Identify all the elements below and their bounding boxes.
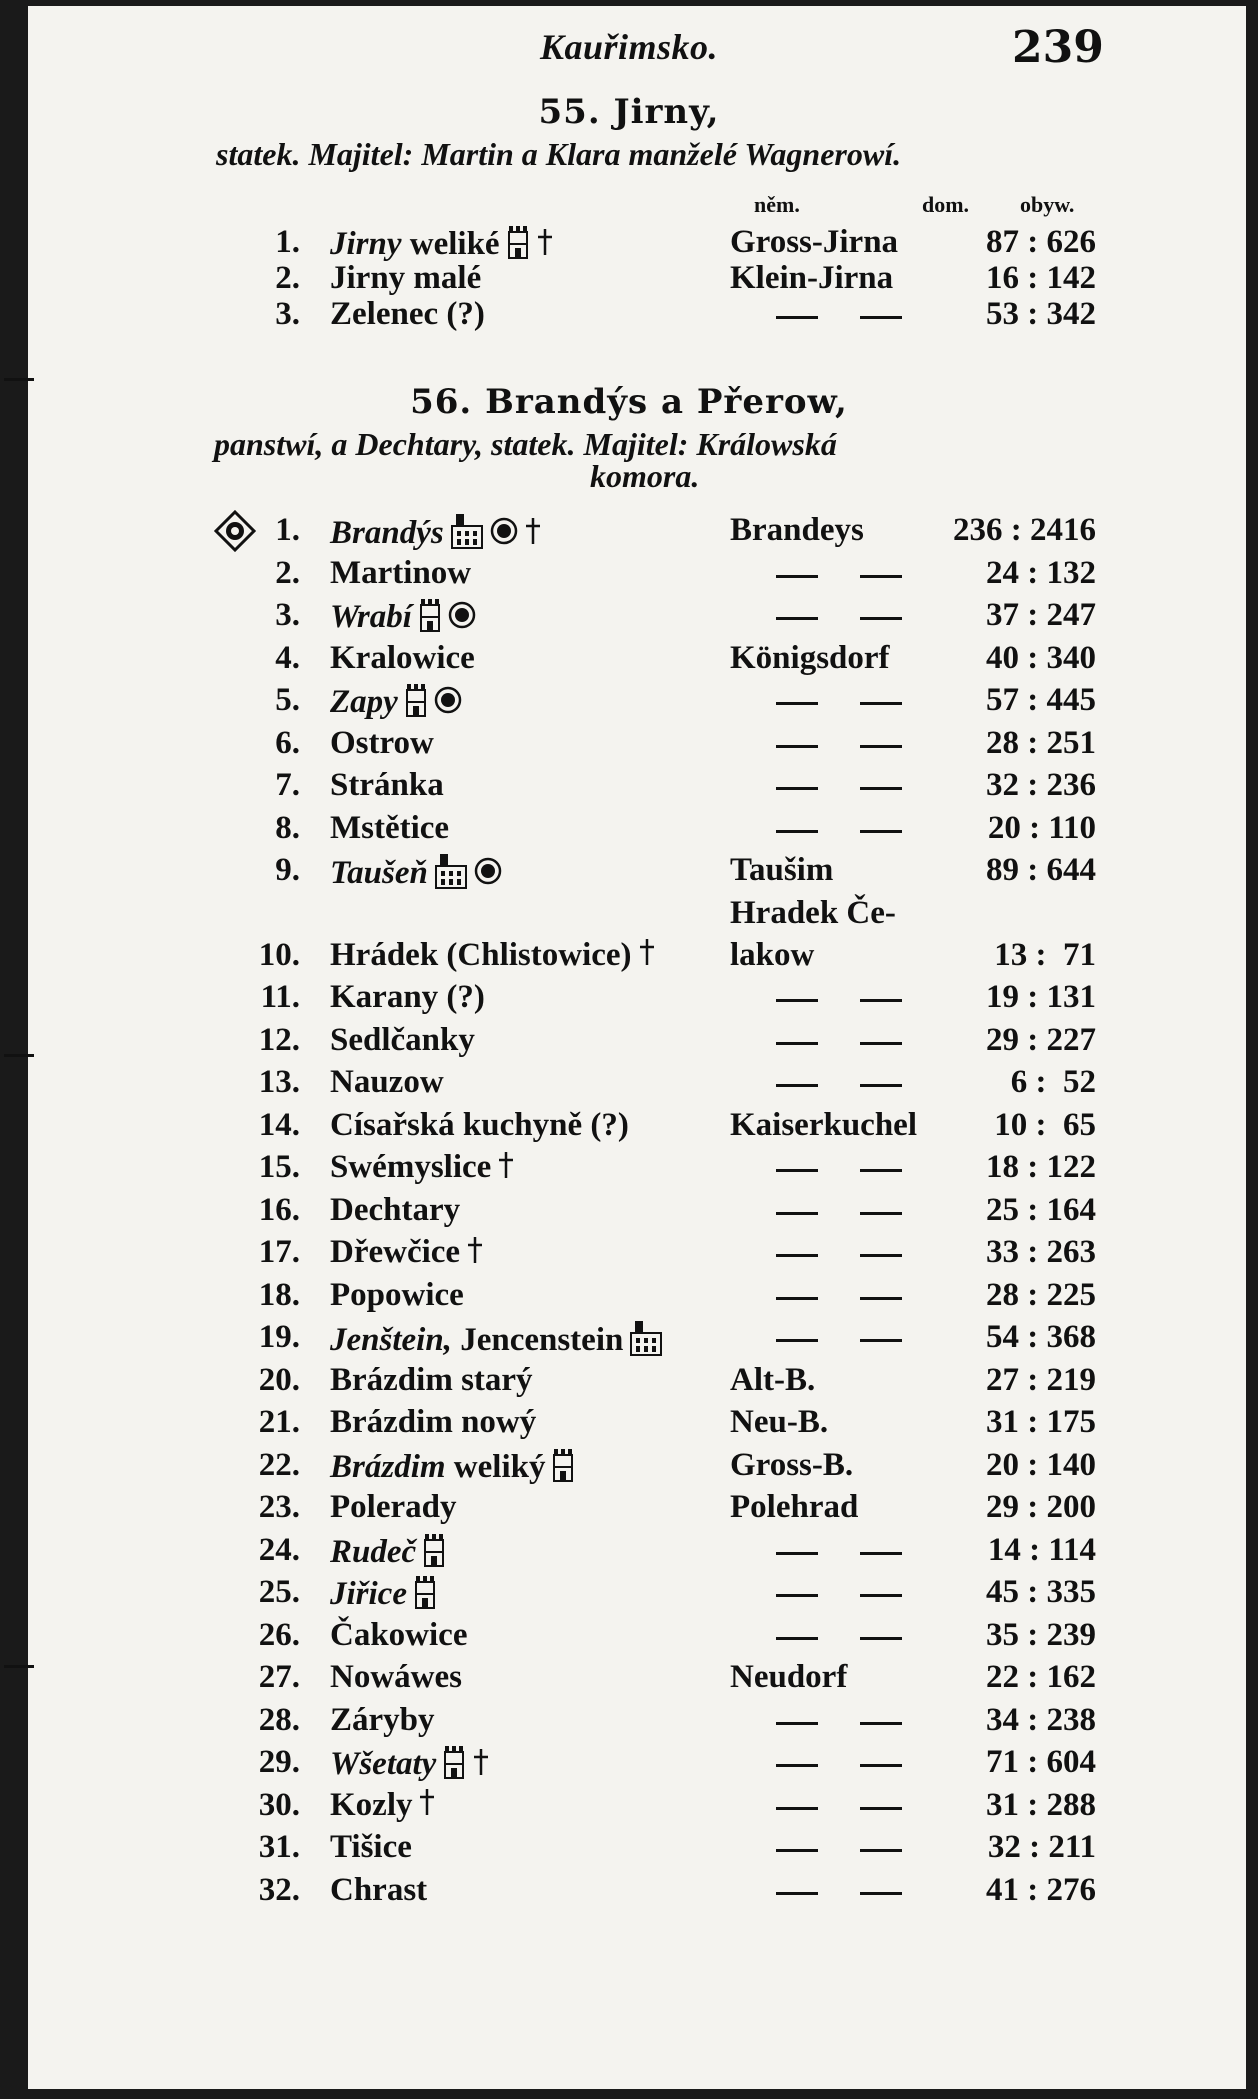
place-name-main: Kralowice [330, 639, 475, 676]
item-number: 11. [260, 979, 300, 1015]
houses-inhabitants-count: 22 : 162 [986, 1659, 1096, 1695]
german-name: Polehrad [730, 1489, 859, 1525]
ditto-dash [776, 1552, 818, 1555]
ditto-dash [776, 575, 818, 578]
place-name-main: Nowáwes [330, 1659, 462, 1695]
place-name-main: Dechtary [330, 1191, 461, 1228]
office-seal-icon [434, 686, 462, 723]
item-number: 12. [258, 1021, 300, 1058]
item-number: 5. [275, 682, 300, 718]
list-item [0, 512, 1258, 554]
ditto-dash [860, 1297, 902, 1300]
ditto-dash [860, 1212, 902, 1215]
place-name-main: Jiřice [330, 1576, 407, 1613]
ditto-dash [776, 1169, 818, 1172]
place-name-main: Taušeň [330, 855, 428, 892]
houses-inhabitants-count: 71 : 604 [986, 1744, 1096, 1780]
houses-inhabitants-count: 20 : 110 [987, 809, 1096, 846]
place-name-main: Císařská kuchyně (?) [330, 1106, 629, 1143]
item-number: 7. [275, 767, 300, 803]
ditto-dash [776, 830, 818, 833]
item-number: 25. [258, 1574, 300, 1610]
item-number: 27. [258, 1659, 300, 1695]
column-header-houses: dom. [922, 192, 970, 217]
place-name-main: Čakowice [330, 1616, 468, 1653]
houses-inhabitants-count: 24 : 132 [986, 554, 1096, 591]
item-number: 18. [258, 1276, 300, 1313]
place-name [330, 1744, 490, 1789]
chateau-icon [450, 512, 484, 559]
list-item [0, 1234, 1258, 1276]
ditto-dash [776, 1764, 818, 1767]
place-name [330, 1659, 462, 1696]
ditto-dash [860, 1552, 902, 1555]
office-seal-icon [474, 857, 502, 894]
list-item [0, 1787, 1258, 1829]
place-name [330, 1149, 515, 1189]
ditto-dash [776, 617, 818, 620]
houses-inhabitants-count: 20 : 140 [986, 1446, 1096, 1483]
ditto-dash [860, 1254, 902, 1257]
place-name [330, 260, 481, 297]
ditto-dash [776, 1339, 818, 1342]
houses-inhabitants-count: 34 : 238 [986, 1701, 1096, 1738]
place-name-main: Dřewčice [330, 1234, 461, 1270]
houses-inhabitants-count: 41 : 276 [986, 1871, 1096, 1908]
item-number: 23. [258, 1489, 300, 1525]
houses-inhabitants-count: 236 : 2416 [953, 512, 1096, 548]
item-number: 29. [258, 1744, 300, 1780]
ditto-dash [776, 1594, 818, 1597]
german-name: Königsdorf [730, 639, 890, 676]
german-name: Hradek Če- [730, 894, 896, 931]
ditto-dash [860, 1339, 902, 1342]
item-number: 19. [258, 1319, 300, 1355]
item-number: 24. [258, 1531, 300, 1568]
item-number: 26. [258, 1616, 300, 1653]
place-name-main: Swémyslice [330, 1149, 492, 1185]
place-name-main: Jirny malé [330, 260, 482, 296]
list-item [0, 1362, 1258, 1404]
list-item [0, 640, 1258, 682]
houses-inhabitants-count: 37 : 247 [986, 597, 1096, 633]
place-name-main: Wšetaty [330, 1746, 437, 1783]
place-name-main: Kozly [330, 1786, 413, 1823]
place-name-main: Ostrow [330, 724, 434, 761]
item-number: 3. [275, 597, 300, 633]
place-name [330, 1617, 467, 1654]
place-name-main: Brandýs [330, 515, 444, 552]
place-name-main: Zelenec (?) [330, 296, 485, 332]
castle-icon [551, 1447, 575, 1492]
place-name [330, 1447, 575, 1492]
place-name [330, 1362, 533, 1399]
ditto-dash [860, 830, 902, 833]
ditto-dash [860, 1892, 902, 1895]
german-name: Neu-B. [730, 1404, 829, 1440]
item-number: 32. [258, 1871, 300, 1908]
houses-inhabitants-count: 18 : 122 [986, 1149, 1096, 1185]
ditto-dash [860, 316, 902, 319]
ditto-dash [776, 1254, 818, 1257]
place-name [330, 852, 502, 899]
list-item [0, 1192, 1258, 1234]
place-name [330, 1787, 436, 1827]
ditto-dash [860, 745, 902, 748]
place-name-main: Brázdim nowý [330, 1404, 537, 1440]
list-item [0, 937, 1258, 979]
item-number: 4. [275, 639, 300, 676]
place-name-main: Martinow [330, 554, 472, 591]
church-cross-icon [524, 516, 542, 555]
place-name [330, 640, 475, 677]
castle-icon [422, 1532, 446, 1577]
ditto-dash [776, 787, 818, 790]
place-name [330, 979, 485, 1016]
list-item [0, 1022, 1258, 1064]
houses-inhabitants-count: 54 : 368 [986, 1319, 1096, 1355]
list-item [0, 1107, 1258, 1149]
castle-icon [404, 682, 428, 727]
ditto-dash [860, 1084, 902, 1087]
houses-inhabitants-count: 45 : 335 [986, 1574, 1096, 1610]
item-number: 1. [275, 512, 300, 548]
item-number: 31. [258, 1829, 300, 1865]
list-item [0, 1447, 1258, 1489]
place-name-main: Wrabí [330, 599, 412, 636]
place-name [330, 1829, 412, 1866]
list-item [0, 1702, 1258, 1744]
list-item [0, 1404, 1258, 1446]
place-name-main: Rudeč [330, 1533, 417, 1570]
houses-inhabitants-count: 29 : 227 [986, 1021, 1096, 1058]
column-header-german: něm. [754, 192, 800, 217]
list-item [0, 1574, 1258, 1616]
castle-icon [413, 1574, 437, 1619]
place-name-suffix: weliký [445, 1448, 546, 1485]
houses-inhabitants-count: 31 : 288 [986, 1786, 1096, 1823]
item-number: 13. [258, 1064, 300, 1100]
place-name [330, 1702, 435, 1739]
german-name: Taušim [730, 852, 834, 888]
section-55-heading: 55. Jirny, [538, 92, 720, 132]
ditto-dash [776, 1084, 818, 1087]
item-number: 6. [275, 724, 300, 761]
running-header-title: Kauřimsko. [539, 27, 719, 67]
list-item [0, 1489, 1258, 1531]
place-name [330, 1319, 663, 1366]
german-name: Alt-B. [730, 1361, 816, 1398]
ditto-dash [860, 1764, 902, 1767]
place-name [330, 296, 485, 333]
houses-inhabitants-count: 28 : 251 [986, 724, 1096, 761]
place-name [330, 725, 434, 762]
list-item [0, 597, 1258, 639]
castle-icon [442, 1744, 466, 1789]
place-name-main: Nauzow [330, 1064, 444, 1100]
german-name: Neudorf [730, 1659, 848, 1695]
place-name [330, 1234, 484, 1274]
german-name: Gross-Jirna [730, 224, 899, 260]
list-item [0, 682, 1258, 724]
list-item [0, 1617, 1258, 1659]
ditto-dash [860, 1849, 902, 1852]
office-seal-icon [448, 601, 476, 638]
item-number: 17. [258, 1234, 300, 1270]
item-number: 14. [258, 1106, 300, 1143]
list-item [0, 1532, 1258, 1574]
place-name-main: Tišice [330, 1829, 412, 1865]
houses-inhabitants-count: 14 : 114 [987, 1531, 1096, 1568]
place-name [330, 597, 476, 642]
ditto-dash [860, 1807, 902, 1810]
item-number: 3. [275, 296, 300, 332]
place-name-main: Polerady [330, 1489, 457, 1525]
item-number: 10. [258, 936, 300, 973]
ditto-dash [776, 1297, 818, 1300]
german-name-continuation-row [0, 895, 1258, 937]
place-name [330, 1277, 464, 1314]
ditto-dash [776, 1849, 818, 1852]
church-cross-icon [638, 937, 656, 976]
place-name [330, 1064, 444, 1101]
houses-inhabitants-count: 35 : 239 [986, 1616, 1096, 1653]
houses-inhabitants-count: 25 : 164 [986, 1191, 1096, 1228]
place-name [330, 1489, 456, 1526]
german-name: Kaiserkuchel [730, 1106, 917, 1143]
ditto-dash [776, 1722, 818, 1725]
castle-icon [418, 597, 442, 642]
ditto-dash [776, 1212, 818, 1215]
item-number: 20. [258, 1361, 300, 1398]
place-name [330, 810, 449, 847]
column-header-inhabitants: obyw. [1020, 192, 1075, 217]
item-number: 8. [275, 809, 300, 846]
houses-inhabitants-count: 28 : 225 [986, 1276, 1096, 1313]
houses-inhabitants-count: 16 : 142 [986, 260, 1096, 296]
houses-inhabitants-count: 27 : 219 [986, 1361, 1096, 1398]
place-name [330, 1107, 629, 1144]
houses-inhabitants-count: 32 : 236 [986, 767, 1096, 803]
chateau-icon [434, 852, 468, 899]
place-name-main: Hrádek (Chlistowice) [330, 936, 632, 973]
place-name-main: Stránka [330, 767, 444, 803]
houses-inhabitants-count: 31 : 175 [986, 1404, 1096, 1440]
houses-inhabitants-count: 33 : 263 [986, 1234, 1096, 1270]
place-name-main: Brázdim [330, 1448, 446, 1485]
list-item [0, 1744, 1258, 1786]
ditto-dash [776, 745, 818, 748]
ditto-dash [776, 316, 818, 319]
ditto-dash [860, 1042, 902, 1045]
list-item [0, 1149, 1258, 1191]
section-56-info-line1: panstwí, a Dechtary, statek. Majitel: Králowská [214, 426, 837, 462]
place-name [330, 767, 444, 804]
houses-inhabitants-count: 89 : 644 [986, 852, 1096, 888]
place-name [330, 1404, 536, 1441]
houses-inhabitants-count: 6 : 52 [1010, 1064, 1096, 1100]
page-number: 239 [1012, 22, 1104, 73]
item-number: 16. [258, 1191, 300, 1228]
place-name [330, 1192, 460, 1229]
place-name-main: Karany (?) [330, 979, 485, 1015]
ditto-dash [860, 1722, 902, 1725]
place-name [330, 1574, 437, 1619]
houses-inhabitants-count: 57 : 445 [986, 682, 1096, 718]
place-name-main: Sedlčanky [330, 1021, 475, 1058]
item-number: 9. [275, 852, 300, 888]
list-item [0, 1829, 1258, 1871]
german-name: Brandeys [730, 512, 864, 548]
list-item [0, 1064, 1258, 1106]
list-item [0, 979, 1258, 1021]
ditto-dash [860, 1169, 902, 1172]
item-number: 22. [258, 1446, 300, 1483]
church-cross-icon [472, 1747, 490, 1786]
section-55-info: statek. Majitel: Martin a Klara manželé Wagnerowí. [216, 136, 902, 172]
place-name-main: Jirny [330, 226, 402, 263]
ditto-dash [776, 1637, 818, 1640]
houses-inhabitants-count: 87 : 626 [986, 224, 1096, 260]
list-item [0, 296, 1258, 338]
place-name-main: Popowice [330, 1276, 464, 1313]
place-name [330, 1872, 427, 1909]
place-name-main: Brázdim starý [330, 1361, 533, 1398]
ditto-dash [776, 1807, 818, 1810]
place-name [330, 1532, 446, 1577]
list-item [0, 1319, 1258, 1361]
church-cross-icon [466, 1235, 484, 1274]
ditto-dash [860, 787, 902, 790]
place-name-suffix: Jencenstein [451, 1322, 624, 1359]
item-number: 28. [258, 1701, 300, 1738]
list-item [0, 1872, 1258, 1914]
ditto-dash [860, 575, 902, 578]
item-number: 1. [275, 224, 300, 260]
ditto-dash [860, 1637, 902, 1640]
list-item [0, 1659, 1258, 1701]
ditto-dash [776, 1892, 818, 1895]
place-name-main: Záryby [330, 1701, 435, 1738]
item-number: 15. [258, 1149, 300, 1185]
german-name: lakow [730, 936, 815, 973]
section-56-info-line2: komora. [590, 458, 700, 494]
ditto-dash [776, 1042, 818, 1045]
item-number: 2. [275, 554, 300, 591]
list-item [0, 810, 1258, 852]
item-number: 2. [275, 260, 300, 296]
place-name [330, 682, 462, 727]
ditto-dash [860, 1594, 902, 1597]
ditto-dash [860, 617, 902, 620]
place-name-main: Chrast [330, 1871, 428, 1908]
list-item [0, 767, 1258, 809]
houses-inhabitants-count: 53 : 342 [986, 296, 1096, 332]
ditto-dash [860, 702, 902, 705]
list-item [0, 1277, 1258, 1319]
german-name: Gross-B. [730, 1446, 854, 1483]
ditto-dash [776, 999, 818, 1002]
church-cross-icon [418, 1787, 436, 1826]
place-name-main: Jenštein, [330, 1322, 452, 1359]
ditto-dash [860, 999, 902, 1002]
office-seal-icon [490, 517, 518, 554]
item-number: 21. [258, 1404, 300, 1440]
ditto-dash [776, 702, 818, 705]
houses-inhabitants-count: 32 : 211 [987, 1829, 1096, 1865]
place-name [330, 937, 656, 977]
chateau-icon [629, 1319, 663, 1366]
place-name-main: Zapy [330, 684, 398, 721]
place-name [330, 512, 542, 559]
houses-inhabitants-count: 19 : 131 [986, 979, 1096, 1015]
houses-inhabitants-count: 10 : 65 [994, 1106, 1096, 1143]
item-number: 30. [258, 1786, 300, 1823]
list-item [0, 852, 1258, 894]
place-name-suffix: weliké [401, 226, 500, 263]
houses-inhabitants-count: 13 : 71 [994, 936, 1096, 973]
place-name-main: Mstětice [330, 809, 450, 846]
list-item [0, 725, 1258, 767]
binding-mark [4, 378, 34, 381]
german-name: Klein-Jirna [730, 260, 894, 296]
place-name [330, 1022, 475, 1059]
list-item [0, 555, 1258, 597]
section-56-heading: 56. Brandýs a Přerow, [410, 382, 848, 422]
place-name [330, 555, 471, 592]
houses-inhabitants-count: 29 : 200 [986, 1489, 1096, 1525]
houses-inhabitants-count: 40 : 340 [986, 639, 1096, 676]
church-cross-icon [497, 1150, 515, 1189]
